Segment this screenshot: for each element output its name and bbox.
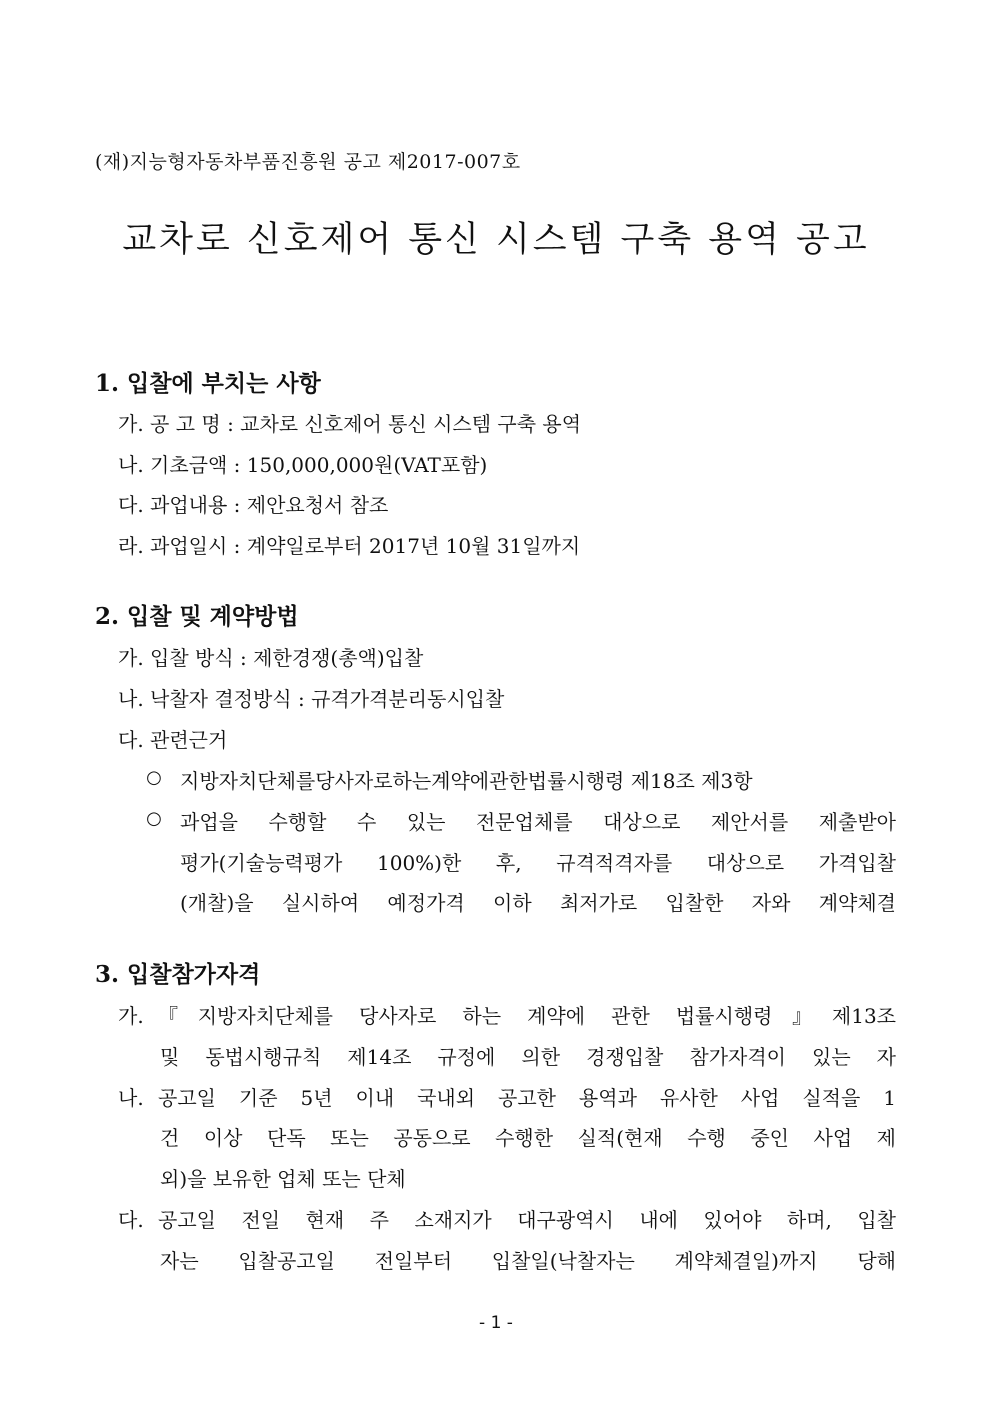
basis-bullet-2-line-2: 평가(기술능력평가 100%)한 후, 규격적격자를 대상으로 가격입찰 <box>180 851 896 875</box>
notice-number: (재)지능형자동차부품진흥원 공고 제2017-007호 <box>95 151 521 173</box>
section-3-item-da-marker: 다. <box>118 1208 144 1232</box>
section-2-item-selection: 나. 낙찰자 결정방식 : 규격가격분리동시입찰 <box>118 687 505 711</box>
section-3-heading: 3. 입찰참가자격 <box>95 961 261 988</box>
section-3-item-ga-line-1: 『지방자치단체를 당사자로 하는 계약에 관한 법률시행령』제13조 <box>158 1004 896 1028</box>
section-3-item-da-line-1: 공고일 전일 현재 주 소재지가 대구광역시 내에 있어야 하며, 입찰 <box>158 1208 896 1232</box>
basis-bullet-2-line-3: (개찰)을 실시하여 예정가격 이하 최저가로 입찰한 자와 계약체결 <box>180 891 896 915</box>
section-1-item-budget: 나. 기초금액 : 150,000,000원(VAT포함) <box>118 453 488 477</box>
section-3-item-ga-marker: 가. <box>118 1004 144 1028</box>
section-3-item-ga-line-2: 및 동법시행규칙 제14조 규정에 의한 경쟁입찰 참가자격이 있는 자 <box>160 1045 896 1069</box>
section-3-item-da-line-2: 자는 입찰공고일 전일부터 입찰일(낙찰자는 계약체결일)까지 당해 <box>160 1249 896 1273</box>
basis-bullet-1-line: 지방자치단체를당사자로하는계약에관한법률시행령 제18조 제3항 <box>180 769 753 793</box>
section-1-item-content: 다. 과업내용 : 제안요청서 참조 <box>118 493 389 517</box>
document-title: 교차로 신호제어 통신 시스템 구축 용역 공고 <box>122 220 870 260</box>
page-number: - 1 - <box>479 1313 513 1333</box>
section-2-item-basis: 다. 관련근거 <box>118 728 228 752</box>
section-1-item-period: 라. 과업일시 : 계약일로부터 2017년 10월 31일까지 <box>118 534 581 558</box>
section-1-item-name: 가. 공 고 명 : 교차로 신호제어 통신 시스템 구축 용역 <box>118 412 582 436</box>
basis-bullet-2-line-1: 과업을 수행할 수 있는 전문업체를 대상으로 제안서를 제출받아 <box>180 810 896 834</box>
bullet-circle-icon: ○ <box>146 808 162 829</box>
section-3-item-na-line-1: 공고일 기준 5년 이내 국내외 공고한 용역과 유사한 사업 실적을 1 <box>158 1086 896 1110</box>
section-2-item-method: 가. 입찰 방식 : 제한경쟁(총액)입찰 <box>118 646 424 670</box>
section-3-item-na-line-3: 외)을 보유한 업체 또는 단체 <box>160 1167 406 1191</box>
section-3-item-na-line-2: 건 이상 단독 또는 공동으로 수행한 실적(현재 수행 중인 사업 제 <box>160 1126 896 1150</box>
section-3-item-na-marker: 나. <box>118 1086 144 1110</box>
bullet-circle-icon: ○ <box>146 767 162 788</box>
section-1-heading: 1. 입찰에 부치는 사항 <box>95 370 321 397</box>
section-2-heading: 2. 입찰 및 계약방법 <box>95 603 299 630</box>
